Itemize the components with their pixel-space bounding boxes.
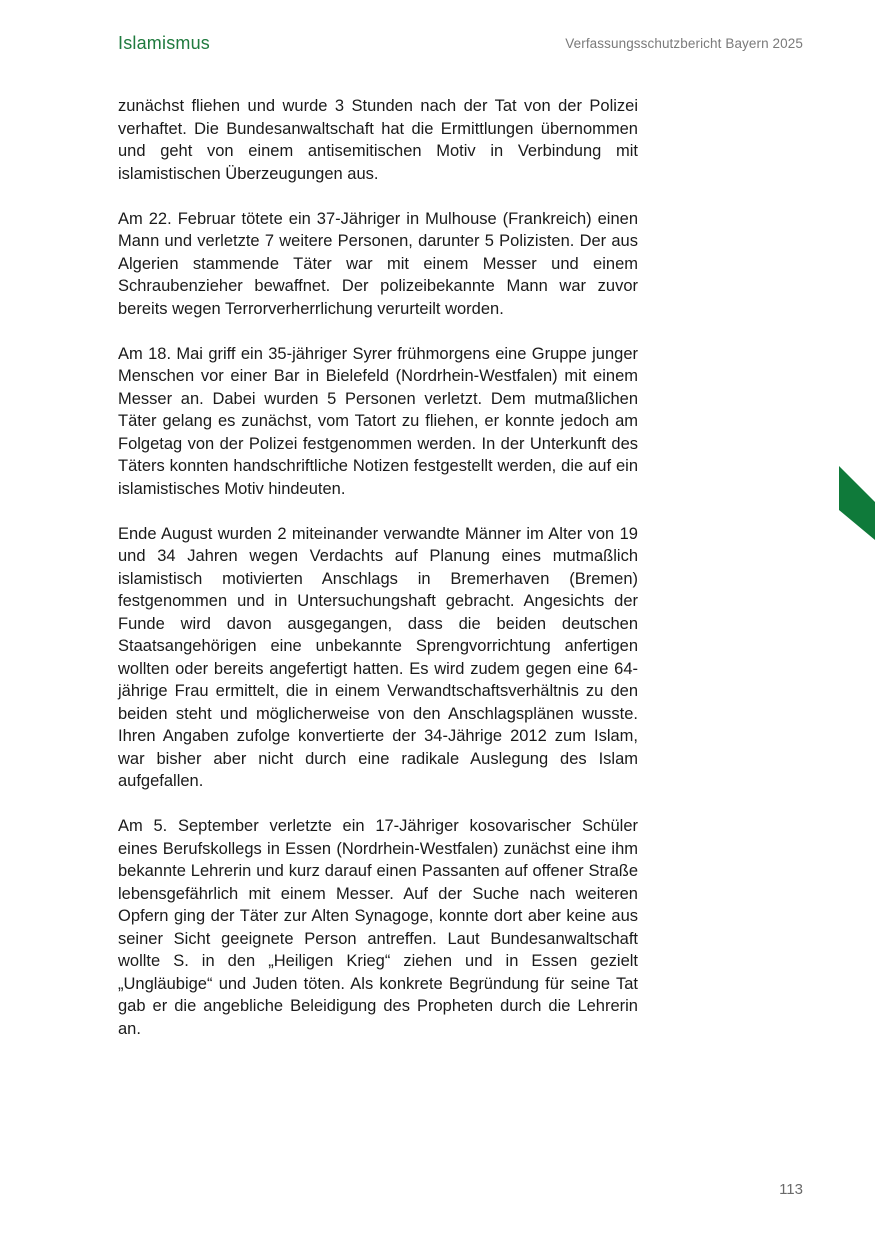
paragraph: Ende August wurden 2 miteinander verwandte Männer im Alter von 19 und 34 Jahren wegen Verdachts auf Planung eines mutmaßlich islamistisch motivierten Anschlags in Bremerhaven (Bremen) festgenommen und in Untersuchungshaft gebracht. Angesichts der Funde wird davon ausgegangen, dass die beiden deutschen Staatsangehörigen eine unbekannte Sprengvorrichtung anfertigen wollten oder bereits angefertigt hatten. Es wird zudem gegen eine 64-jährige Frau ermittelt, die in einem Verwandtschaftsverhältnis zu den beiden steht und möglicherweise von den Anschlagsplänen wusste. Ihren Angaben zufolge konvertierte der 34-Jährige 2012 zum Islam, war bisher aber nicht durch eine radikale Auslegung des Islam aufgefallen. xyxy=(118,524,638,790)
page-number: 113 xyxy=(779,1181,803,1198)
publication-title: Verfassungsschutzbericht Bayern 2025 xyxy=(565,36,803,51)
paragraph: Am 5. September verletzte ein 17-Jähriger kosovarischer Schüler eines Berufskollegs in Essen (Nordrhein-Westfalen) zunächst eine ihm bekannte Lehrerin und kurz darauf einen Passanten auf offener Straße lebensgefährlich mit einem Messer. Auf der Suche nach weiteren Opfern ging der Täter zur Alten Synagoge, konnte dort aber keine aus seiner Sicht geeignete Person antreffen. Laut Bundesanwaltschaft wollte S. in den „Heiligen Krieg“ ziehen und in Essen gezielt „Ungläubige“ und Juden töten. Als konkrete Begründung für seine Tat gab er die angebliche Beleidigung des Propheten durch die Lehrerin an. xyxy=(118,817,638,1038)
paragraph: Am 18. Mai griff ein 35-jähriger Syrer frühmorgens eine Gruppe junger Menschen vor einer Bar in Bielefeld (Nordrhein-Westfalen) mit einem Messer an. Dabei wurden 5 Personen verletzt. Dem mutmaßlichen Täter gelang es zunächst, vom Tatort zu fliehen, er konnte jedoch am Folgetag von der Polizei festgenommen werden. In der Unterkunft des Täters konnten handschriftliche Notizen festgestellt werden, die auf ein islamistisches Motiv hindeuten. xyxy=(118,344,638,498)
chapter-tab-shape xyxy=(839,466,875,540)
paragraph: zunächst fliehen und wurde 3 Stunden nach der Tat von der Polizei verhaftet. Die Bundesanwaltschaft hat die Ermittlungen übernommen und geht von einem antisemitischen Motiv in Verbindung mit islamistischen Überzeugungen aus. xyxy=(118,97,638,183)
body-text xyxy=(118,95,638,1063)
section-title: Islamismus xyxy=(118,33,211,53)
paragraph: Am 22. Februar tötete ein 37-Jähriger in Mulhouse (Frankreich) einen Mann und verletzte 7 weitere Personen, darunter 5 Polizisten. Der aus Algerien stammende Täter war mit einem Messer und einem Schraubenzieher bewaffnet. Der polizeibekannte Mann war zuvor bereits wegen Terrorverherrlichung verurteilt worden. xyxy=(118,209,638,318)
chapter-tab-marker xyxy=(839,466,875,540)
